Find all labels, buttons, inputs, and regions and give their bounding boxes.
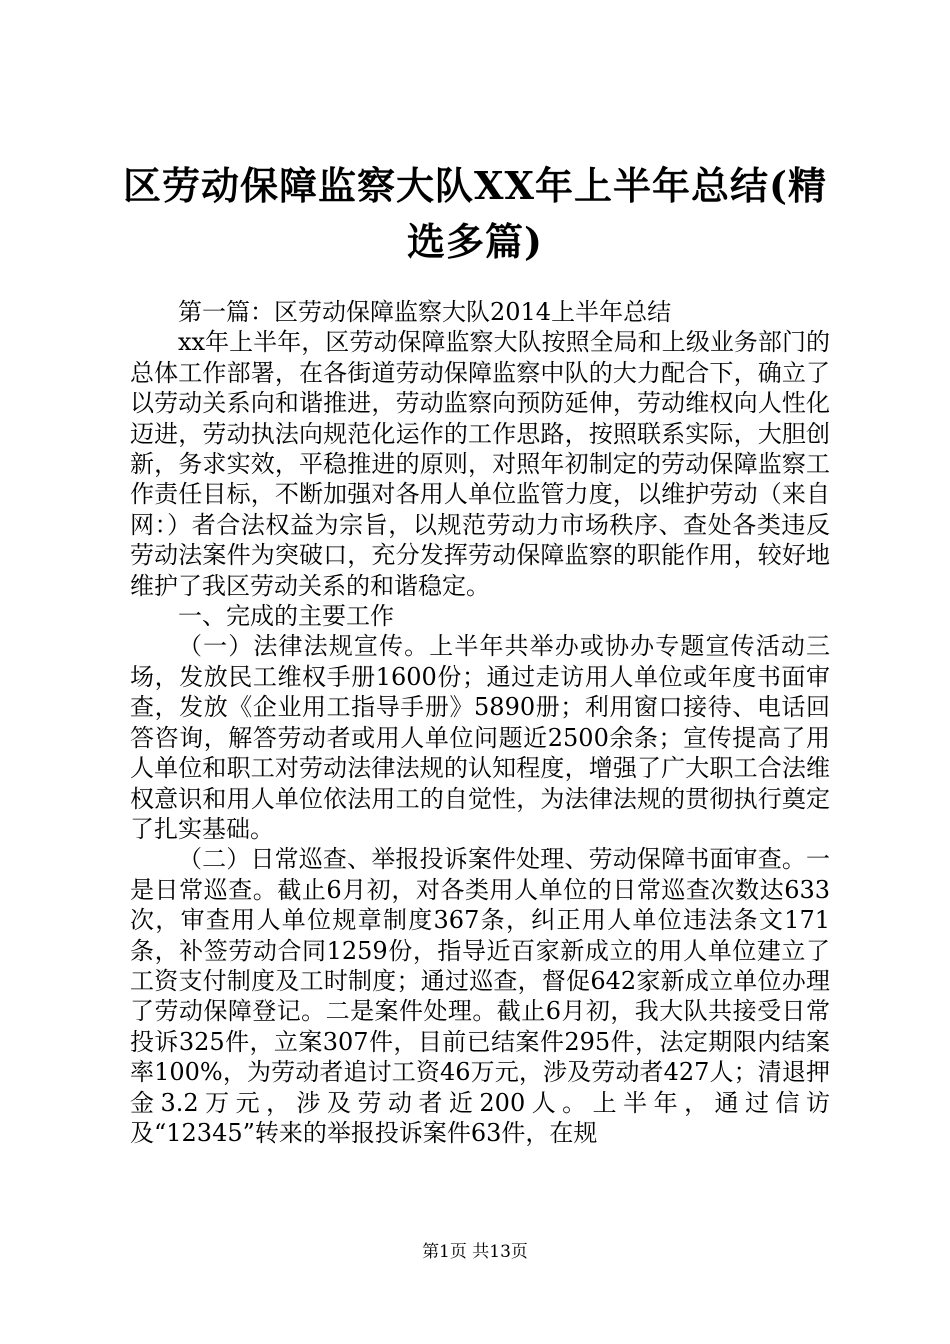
body-paragraph: xx年上半年，区劳动保障监察大队按照全局和上级业务部门的总体工作部署，在各街道劳动保障监察中队的大力配合下，确立了以劳动关系向和谐推进，劳动监察向预防延伸，劳动维权向人性化迈进，劳动执法向规范化运作的工作思路，按照联系实际，大胆创新，务求实效，平稳推进的原则，对照年初制定的劳动保障监察工作责任目标，不断加强对各用人单位监管力度，以维护劳动（来自网：）者合法权益为宗旨，以规范劳动力市场秩序、查处各类违反劳动法案件为突破口，充分发挥劳动保障监察的职能作用，较好地维护了我区劳动关系的和谐稳定。 (130, 328, 830, 600)
section-heading: 一、完成的主要工作 (178, 602, 394, 631)
section-heading: 第一篇：区劳动保障监察大队2014上半年总结 (178, 298, 672, 326)
body-paragraph: （一）法律法规宣传。上半年共举办或协办专题宣传活动三场，发放民工维权手册1600份；通过走访用人单位或年度书面审查，发放《企业用工指导手册》5890册；利用窗口接待、电话回答咨询，解答劳动者或用人单位问题近2500余条；宣传提高了用人单位和职工对劳动法律法规的认知程度，增强了广大职工合法维权意识和用人单位依法用工的自觉性，为法律法规的贯彻执行奠定了扎实基础。 (130, 632, 830, 843)
body-paragraph: （二）日常巡查、举报投诉案件处理、劳动保障书面审查。一是日常巡查。截止6月初，对各类用人单位的日常巡查次数达633次，审查用人单位规章制度367条，纠正用人单位违法条文171条，补签劳动合同1259份，指导近百家新成立的用人单位建立了工资支付制度及工时制度；通过巡查，督促642家新成立单位办理了劳动保障登记。二是案件处理。截止6月初，我大队共接受日常投诉325件，立案307件，目前已结案件295件，法定期限内结案率100%，为劳动者追讨工资46万元，涉及劳动者427人；清退押金3.2万元，涉及劳动者近200人。上半年，通过信访及“12345”转来的举报投诉案件63件，在规 (130, 845, 830, 1147)
page-footer: 第1页 共13页 (422, 1242, 528, 1262)
document-body (130, 297, 830, 1148)
document-title: 区劳动保障监察大队XX年上半年总结(精选多篇) (123, 163, 827, 264)
